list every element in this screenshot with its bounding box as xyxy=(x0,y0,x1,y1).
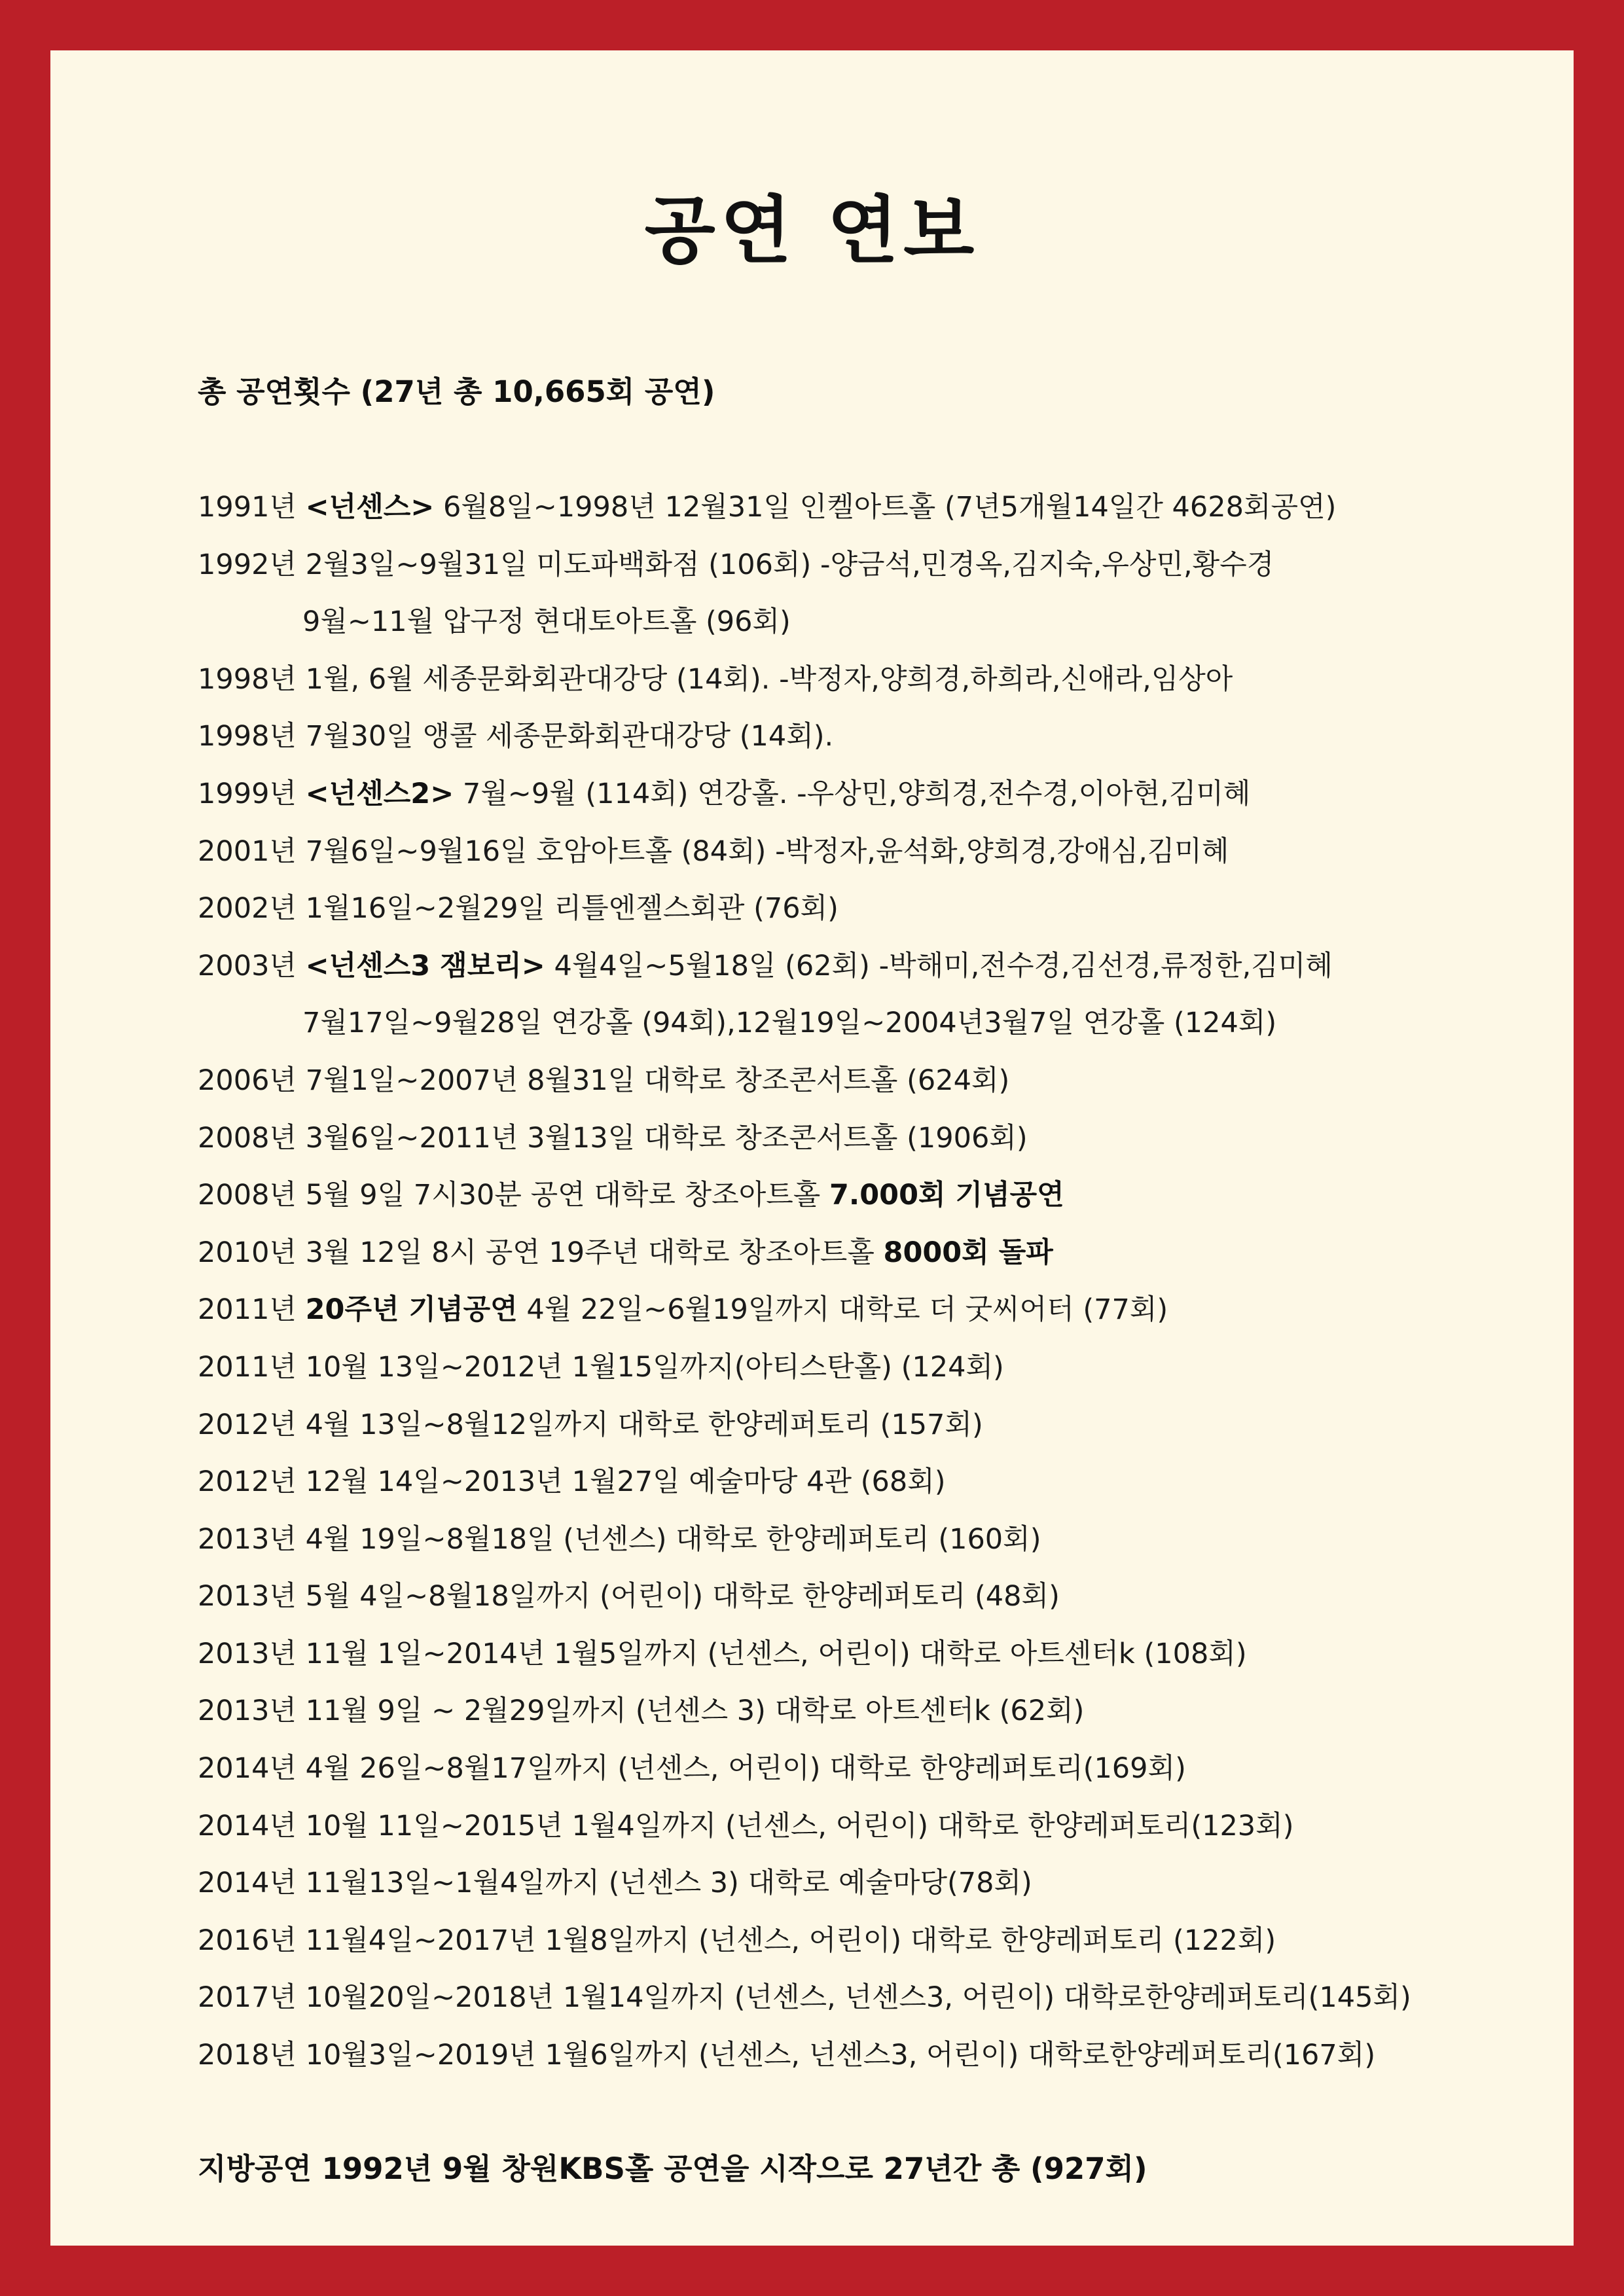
timeline-entry-text: 2012년 4월 13일~8월12일까지 대학로 한양레퍼토리 (157회) xyxy=(198,1408,983,1441)
timeline-entry-highlight: 8000회 돌파 xyxy=(883,1236,1053,1269)
timeline-entry xyxy=(198,2027,1411,2085)
timeline-entry xyxy=(198,479,1411,537)
timeline-entry xyxy=(198,1110,1411,1168)
timeline-entry xyxy=(198,1855,1411,1912)
timeline-entry xyxy=(198,1912,1411,1970)
timeline-entry xyxy=(198,1339,1411,1397)
timeline-entry-text: 4월4일~5월18일 (62회) -박해미,전수경,김선경,류정한,김미혜 xyxy=(545,949,1333,982)
timeline-entry xyxy=(198,1626,1411,1683)
timeline-entry-text: 4월 22일~6월19일까지 대학로 더 굿씨어터 (77회) xyxy=(517,1293,1168,1327)
timeline-entry xyxy=(198,880,1411,938)
timeline-entry xyxy=(198,651,1411,709)
timeline-entry-text: 2003년 xyxy=(198,949,306,982)
timeline-entry xyxy=(198,594,1411,651)
timeline-entry xyxy=(198,1167,1411,1225)
timeline-entry-text: 7월~9월 (114회) 연강홀. -우상민,양희경,전수경,이아현,김미혜 xyxy=(454,777,1251,810)
timeline-entry-text: 2018년 10월3일~2019년 1월6일까지 (넌센스, 넌센스3, 어린이) 대학로한양레퍼토리(167회) xyxy=(198,2039,1376,2072)
timeline-entry-text: 2002년 1월16일~2월29일 리틀엔젤스회관 (76회) xyxy=(198,892,839,925)
timeline-entry-text: 1998년 1월, 6월 세종문화회관대강당 (14회). -박정자,양희경,하희라,신애라,임상아 xyxy=(198,662,1233,696)
timeline-entry-text: 2006년 7월1일~2007년 8월31일 대학로 창조콘서트홀 (624회) xyxy=(198,1064,1010,1097)
timeline-entry xyxy=(198,1969,1411,2027)
timeline-entry xyxy=(198,1052,1411,1110)
timeline-entry xyxy=(198,1511,1411,1569)
performance-timeline xyxy=(198,479,1411,2085)
timeline-entry-text: 2008년 3월6일~2011년 3월13일 대학로 창조콘서트홀 (1906회) xyxy=(198,1121,1028,1155)
timeline-entry xyxy=(198,1454,1411,1511)
timeline-entry-highlight: 20주년 기념공연 xyxy=(305,1293,518,1327)
total-performances-summary: 총 공연횟수 (27년 총 10,665회 공연) xyxy=(198,374,715,409)
timeline-entry-highlight: <넌센스2> xyxy=(305,777,454,810)
timeline-entry xyxy=(198,938,1411,996)
timeline-entry-highlight: <넌센스3 잼보리> xyxy=(305,949,545,982)
timeline-entry-text: 2011년 10월 13일~2012년 1월15일까지(아티스탄홀) (124회) xyxy=(198,1350,1004,1384)
timeline-entry xyxy=(198,1683,1411,1740)
timeline-entry-text: 2008년 5월 9일 7시30분 공연 대학로 창조아트홀 xyxy=(198,1179,829,1212)
timeline-entry xyxy=(198,1740,1411,1798)
timeline-entry-text: 2017년 10월20일~2018년 1월14일까지 (넌센스, 넌센스3, 어린이) 대학로한양레퍼토리(145회) xyxy=(198,1981,1411,2015)
timeline-entry-text: 7월17일~9월28일 연강홀 (94회),12월19일~2004년3월7일 연강홀 (124회) xyxy=(302,1007,1277,1040)
timeline-entry xyxy=(198,995,1411,1052)
timeline-entry-highlight: 7.000회 기념공연 xyxy=(829,1179,1064,1212)
timeline-entry xyxy=(198,708,1411,766)
timeline-entry-text: 2012년 12월 14일~2013년 1월27일 예술마당 4관 (68회) xyxy=(198,1465,946,1499)
timeline-entry xyxy=(198,766,1411,823)
timeline-entry-text: 9월~11월 압구정 현대토아트홀 (96회) xyxy=(302,605,791,639)
timeline-entry-highlight: <넌센스> xyxy=(305,491,435,524)
timeline-entry xyxy=(198,537,1411,594)
regional-performances-footer: 지방공연 1992년 9월 창원KBS홀 공연을 시작으로 27년간 총 (927회) xyxy=(198,2151,1147,2186)
timeline-entry-text: 2014년 11월13일~1월4일까지 (넌센스 3) 대학로 예술마당(78회) xyxy=(198,1867,1032,1900)
timeline-entry-text: 2001년 7월6일~9월16일 호암아트홀 (84회) -박정자,윤석화,양희경,강애심,김미혜 xyxy=(198,834,1229,868)
timeline-entry-text: 2013년 11월 1일~2014년 1월5일까지 (넌센스, 어린이) 대학로 아트센터k (108회) xyxy=(198,1637,1247,1670)
timeline-entry-text: 2013년 11월 9일 ~ 2월29일까지 (넌센스 3) 대학로 아트센터k (62회) xyxy=(198,1695,1085,1728)
timeline-entry-text: 2011년 xyxy=(198,1293,306,1327)
timeline-entry-text: 2014년 4월 26일~8월17일까지 (넌센스, 어린이) 대학로 한양레퍼토리(169회) xyxy=(198,1752,1186,1785)
timeline-entry-text: 2014년 10월 11일~2015년 1월4일까지 (넌센스, 어린이) 대학로 한양레퍼토리(123회) xyxy=(198,1809,1294,1842)
content-panel xyxy=(50,50,1574,2246)
timeline-entry-text: 1999년 xyxy=(198,777,306,810)
page-title: 공연 연보 xyxy=(644,188,980,274)
timeline-entry-text: 2016년 11월4일~2017년 1월8일까지 (넌센스, 어린이) 대학로 한양레퍼토리 (122회) xyxy=(198,1924,1276,1957)
timeline-entry xyxy=(198,823,1411,881)
timeline-entry-text: 1991년 xyxy=(198,491,306,524)
timeline-entry xyxy=(198,1282,1411,1339)
timeline-entry-text: 2010년 3월 12일 8시 공연 19주년 대학로 창조아트홀 xyxy=(198,1236,884,1269)
timeline-entry-text: 2013년 4월 19일~8월18일 (넌센스) 대학로 한양레퍼토리 (160회) xyxy=(198,1522,1041,1556)
timeline-entry-text: 1992년 2월3일~9월31일 미도파백화점 (106회) -양금석,민경옥,김지숙,우상민,황수경 xyxy=(198,548,1274,581)
timeline-entry xyxy=(198,1397,1411,1454)
timeline-entry xyxy=(198,1568,1411,1626)
timeline-entry xyxy=(198,1798,1411,1856)
timeline-entry-text: 2013년 5월 4일~8월18일까지 (어린이) 대학로 한양레퍼토리 (48회) xyxy=(198,1580,1060,1613)
timeline-entry-text: 6월8일~1998년 12월31일 인켈아트홀 (7년5개월14일간 4628회공연) xyxy=(434,491,1337,524)
timeline-entry xyxy=(198,1225,1411,1282)
timeline-entry-text: 1998년 7월30일 앵콜 세종문화회관대강당 (14회). xyxy=(198,720,834,753)
